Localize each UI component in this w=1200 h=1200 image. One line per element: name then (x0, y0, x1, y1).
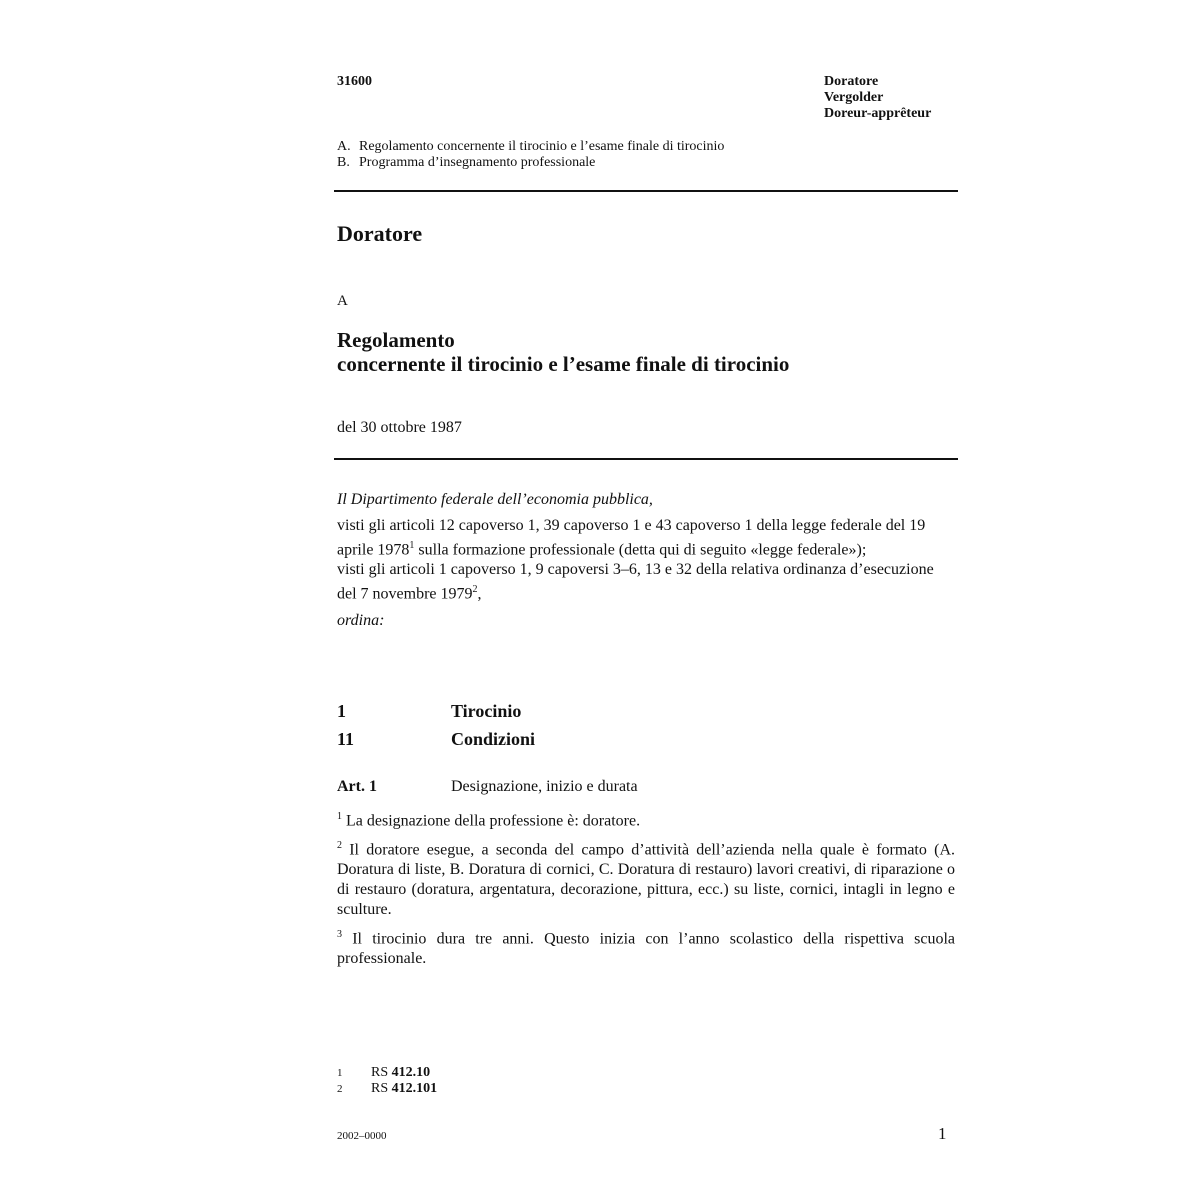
preamble-paragraph-2: visti gli articoli 1 capoverso 1, 9 capoversi 3–6, 13 e 32 della relativa ordinanza d’esecuzione del 7 novembre 1979$^2$, (337, 561, 934, 603)
article-title: Designazione, inizio e durata (451, 778, 638, 795)
regulation-title: Regolamento concernente il tirocinio e l’esame finale di tirocinio (337, 328, 790, 376)
article-1-paragraph-2: $^2$ Il doratore esegue, a seconda del campo d’attività dell’azienda nella quale è formato (A. Doratura di liste, B. Doratura di cornici, C. Doratura di restauro) lavori creativi, di riparazione o di restauro (doratura, argentatura, decorazione, pittura, ecc.) su liste, cornici, intagli in legno e sculture. (337, 840, 955, 919)
title-italian: Doratore (824, 74, 879, 89)
divider-middle (334, 458, 958, 460)
divider-top (334, 190, 958, 192)
heading-tirocinio: 1 Tirocinio (337, 701, 522, 721)
footnote-ref-2: 2 (472, 584, 478, 596)
footnote-ref-1: 1 (409, 540, 415, 551)
profession-titles (824, 74, 931, 122)
document-code: 31600 (337, 74, 372, 89)
article-1-header (337, 778, 638, 796)
footnotes (337, 1065, 437, 1097)
footnote-2: 2 RS 412.101 (337, 1081, 438, 1096)
section-letter: A (337, 293, 348, 309)
preamble-ordina: ordina: (337, 611, 385, 629)
preamble (337, 490, 957, 631)
page-number: 1 (938, 1124, 947, 1143)
article-label: Art. 1 (337, 778, 377, 795)
document-title: Doratore (337, 221, 423, 246)
article-1-paragraph-1: $^1$ La designazione della professione è: doratore. (337, 811, 641, 830)
preamble-issuer: Il Dipartimento federale dell’economia pubblica, (337, 491, 653, 508)
contents-item-a: A. Regolamento concernente il tirocinio e l’esame finale di tirocinio (337, 139, 725, 154)
preamble-paragraph-1: visti gli articoli 12 capoverso 1, 39 capoverso 1 e 43 capoverso 1 della legge federale del 19 aprile 1978$^1$ sulla formazione professionale (detta qui di seguito «legge federale»); (337, 517, 926, 559)
heading-condizioni: 11 Condizioni (337, 729, 536, 749)
table-of-contents (337, 139, 724, 171)
article-1-paragraph-3: $^3$ Il tirocinio dura tre anni. Questo inizia con l’anno scolastico della rispettiva scuola professionale. (337, 929, 955, 968)
footnote-1: 1 RS 412.10 (337, 1065, 431, 1080)
contents-item-b: B. Programma d’insegnamento professionale (337, 155, 596, 170)
regulation-date: del 30 ottobre 1987 (337, 419, 462, 436)
document-id: 2002–0000 (337, 1130, 387, 1142)
title-german: Vergolder (824, 90, 884, 105)
title-french: Doreur-apprêteur (824, 106, 932, 121)
